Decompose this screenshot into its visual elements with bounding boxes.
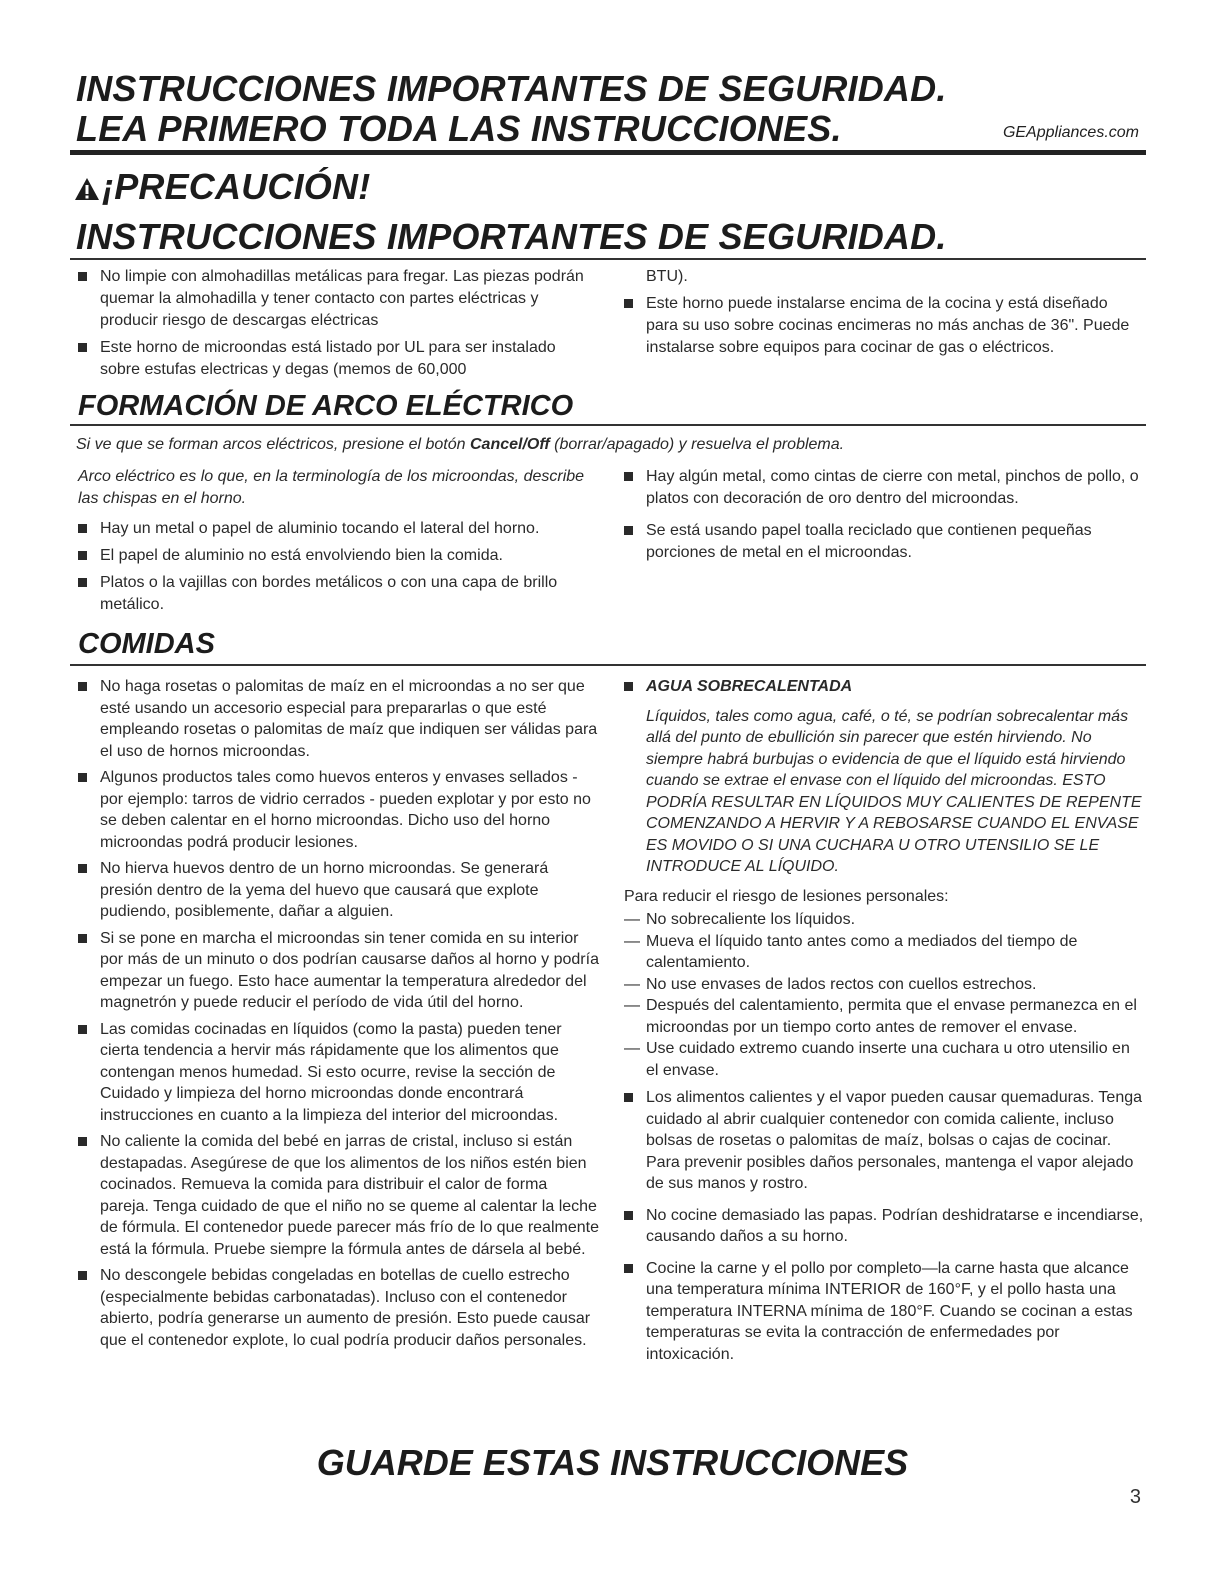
list-item: No descongele bebidas congeladas en botellas de cuello estrecho (especialmente bebidas carbonatadas). Incluso con el contenedor abierto, podría generarse un aumento de presión. Esto puede causar que el contenedor explote, lo cual podría producir daños personales. [78, 1265, 600, 1351]
bullet-square-icon [78, 272, 87, 281]
list-item: Los alimentos calientes y el vapor pueden causar quemaduras. Tenga cuidado al abrir cualquier contenedor con comida caliente, incluso bolsas de rosetas o palomitas de maíz, bolsas o cajas de cocinar. Para prevenir posibles daños personales, mantenga el vapor alejado de sus manos y rostro. [624, 1087, 1146, 1195]
bullet-square-icon [624, 1093, 633, 1102]
caution-title-text: ¡PRECAUCIÓN! [102, 166, 371, 207]
dash-item: — Después del calentamiento, permita que el envase permanezca en el microondas por un tiempo corto antes de remover el envase. [624, 997, 1137, 1036]
arcing-divider [70, 424, 1146, 426]
caution-subtitle: INSTRUCCIONES IMPORTANTES DE SEGURIDAD. [76, 216, 947, 257]
caution-right-column [624, 266, 1144, 364]
bullet-square-icon [624, 682, 633, 691]
bullet-square-icon [78, 934, 87, 943]
arcing-left-column [78, 466, 598, 621]
bullet-square-icon [78, 1271, 87, 1280]
dash-item: — No sobrecaliente los líquidos. [624, 911, 856, 928]
arcing-definition: Arco eléctrico es lo que, en la terminología de los microondas, describe las chispas en el horno. [78, 468, 585, 507]
list-item: Hay un metal o papel de aluminio tocando el lateral del horno. [78, 518, 598, 540]
bullet-square-icon [78, 682, 87, 691]
list-item: Algunos productos tales como huevos enteros y envases sellados - por ejemplo: tarros de vidrio cerrados - pueden explotar y por esto no se deben calentar en el horno microondas. Dicho uso del horno microondas podrá producir lesiones. [78, 767, 600, 853]
caution-divider [70, 258, 1146, 260]
superheated-water-title: AGUA SOBRECALENTADA [646, 678, 853, 695]
foods-title: COMIDAS [78, 628, 215, 660]
page-number: 3 [1129, 1486, 1141, 1508]
bullet-square-icon [78, 1025, 87, 1034]
superheated-water-warning: Líquidos, tales como agua, café, o té, se podrían sobrecalentar más allá del punto de ebullición sin parecer que estén hirviendo. No siempre habrá burbujas o evidencia de que el líquido está hirviendo cuando se extrae el envase con el líquido del microondas. ESTO PODRÍA RESULTAR EN LÍQUIDOS MUY CALIENTES DE REPENTE COMENZANDO A HERVIR Y A REBOSARSE CUANDO EL ENVASE ES MOVIDO O SI UNA CUCHARA U OTRO UTENSILIO SE LE INTRODUCE AL LÍQUIDO. [646, 707, 1142, 875]
list-item: Hay algún metal, como cintas de cierre con metal, pinchos de pollo, o platos con decoración de oro dentro del microondas. [624, 466, 1144, 510]
dash-item: — No use envases de lados rectos con cuellos estrechos. [624, 975, 1037, 993]
header-divider [70, 150, 1146, 155]
dash-item: — Mueva el líquido tanto antes como a mediados del tiempo de calentamiento. [624, 932, 1078, 971]
foods-left-column [78, 676, 600, 1356]
list-item: El papel de aluminio no está envolviendo bien la comida. [78, 545, 598, 567]
save-instructions-footer: GUARDE ESTAS INSTRUCCIONES [316, 1442, 909, 1483]
list-item: No haga rosetas o palomitas de maíz en el microondas a no ser que esté usando un accesorio especial para prepararlas o que esté empleando rosetas o palomitas de maíz que indiquen ser válidas para el uso de hornos microondas. [78, 676, 600, 762]
warning-triangle-icon [74, 168, 100, 210]
foods-right-column [624, 676, 1146, 1370]
list-item: Las comidas cocinadas en líquidos (como la pasta) pueden tener cierta tendencia a hervir más rápidamente que los alimentos que contengan menos humedad. Si esto ocurre, revise la sección de Cuidado y limpieza del horno microondas donde encontrará instrucciones en cuanto a la limpieza del interior del microondas. [78, 1019, 600, 1127]
list-item: Se está usando papel toalla reciclado que contienen pequeñas porciones de metal en el microondas. [624, 520, 1144, 564]
bullet-square-icon [624, 472, 633, 481]
bullet-square-icon [624, 526, 633, 535]
arcing-intro: Si ve que se forman arcos eléctricos, presione el botón Cancel/Off (borrar/apagado) y resuelva el problema. [76, 436, 845, 453]
bullet-square-icon [624, 1264, 633, 1273]
bullet-square-icon [78, 773, 87, 782]
arcing-right-column [624, 466, 1144, 569]
list-item: No hierva huevos dentro de un horno microondas. Se generará presión dentro de la yema del huevo que causará que explote pudiendo, posiblemente, dañar a alguien. [78, 858, 600, 923]
bullet-square-icon [624, 299, 633, 308]
bullet-square-icon [78, 578, 87, 587]
page-title-line1: INSTRUCCIONES IMPORTANTES DE SEGURIDAD. [76, 68, 947, 109]
list-item: Si se pone en marcha el microondas sin tener comida en su interior por más de un minuto o dos podrían causarse daños al horno y podría empezar un fuego. Esto hace aumentar la temperatura alrededor del magnetrón y puede reducir el período de vida útil del horno. [78, 928, 600, 1014]
continuation-text: BTU). [646, 268, 688, 285]
list-item: No limpie con almohadillas metálicas para fregar. Las piezas podrán quemar la almohadilla y tener contacto con partes eléctricas y producir riesgo de descargas eléctricas [78, 266, 598, 332]
reduce-risk-intro: Para reducir el riesgo de lesiones personales: [624, 887, 949, 905]
list-item: Este horno de microondas está listado por UL para ser instalado sobre estufas electricas y degas (memos de 60,000 [78, 337, 598, 381]
dash-item: — Use cuidado extremo cuando inserte una cuchara u otro utensilio en el envase. [624, 1040, 1130, 1079]
website-link[interactable]: GEAppliances.com [1002, 124, 1139, 141]
list-item: No caliente la comida del bebé en jarras de cristal, incluso si están destapadas. Asegúrese de que los alimentos de los niños estén bien cocinados. Remueva la comida para distribuir el calor de forma pareja. Tenga cuidado de que el niño no se queme al calentar la leche de fórmula. El contenedor puede parecer más frío de lo que realmente está la fórmula. Pruebe siempre la fórmula antes de dársela al bebé. [78, 1131, 600, 1260]
bullet-square-icon [78, 524, 87, 533]
bullet-square-icon [78, 551, 87, 560]
list-item: No cocine demasiado las papas. Podrían deshidratarse e incendiarse, causando daños a su horno. [624, 1205, 1146, 1248]
foods-divider [70, 664, 1146, 666]
list-item: Cocine la carne y el pollo por completo—la carne hasta que alcance una temperatura mínima INTERIOR de 160°F, y el pollo hasta una temperatura INTERNA mínima de 180°F. Cuando se cocinan a estas temperaturas se evita la contracción de enfermedades por intoxicación. [624, 1258, 1146, 1366]
bullet-square-icon [78, 1137, 87, 1146]
bullet-square-icon [78, 343, 87, 352]
cancel-off-button-label: Cancel/Off [469, 436, 550, 453]
bullet-square-icon [78, 864, 87, 873]
bullet-square-icon [624, 1211, 633, 1220]
caution-left-column [78, 266, 598, 386]
caution-title [74, 166, 370, 210]
list-item: Platos o la vajillas con bordes metálicos o con una capa de brillo metálico. [78, 572, 598, 616]
arcing-title: FORMACIÓN DE ARCO ELÉCTRICO [78, 390, 574, 422]
page-title-line2: LEA PRIMERO TODA LAS INSTRUCCIONES. [76, 108, 842, 149]
list-item: Este horno puede instalarse encima de la cocina y está diseñado para su uso sobre cocinas encimeras no más anchas de 36". Puede instalarse sobre equipos para cocinar de gas o eléctricos. [624, 293, 1144, 359]
superheated-water-item [624, 676, 1146, 878]
